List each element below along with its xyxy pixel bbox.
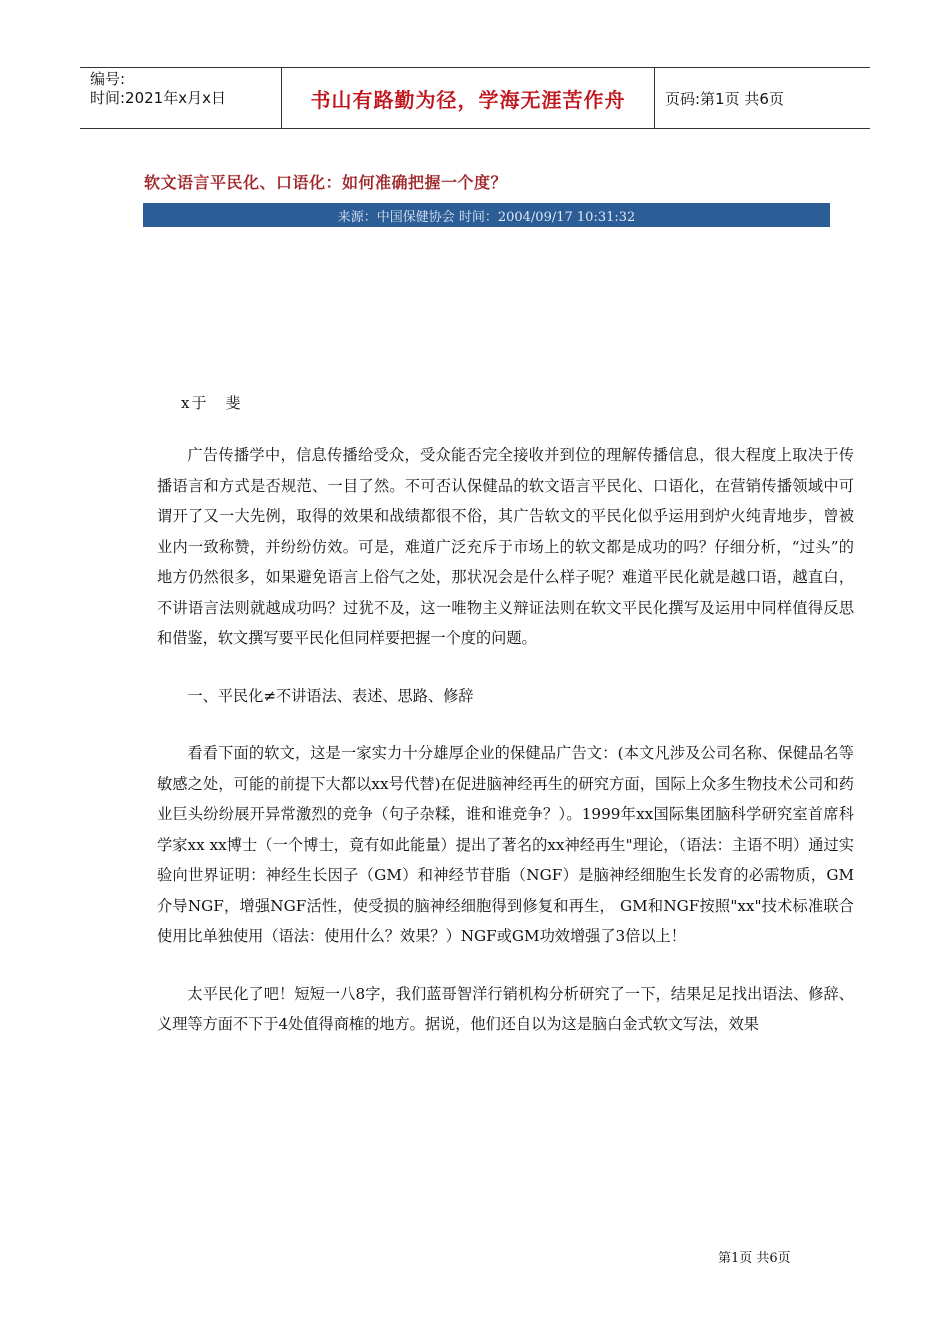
article-body <box>157 440 854 1067</box>
document-number-label: 编号: <box>90 70 126 88</box>
page-header <box>80 67 870 129</box>
article-source-bar <box>143 203 830 227</box>
header-meta <box>80 68 282 128</box>
body-paragraph: 广告传播学中，信息传播给受众，受众能否完全接收并到位的理解传播信息，很大程度上取决于传播语言和方式是否规范、一目了然。不可否认保健品的软文语言平民化、口语化，在营销传播领域中可谓开了又一大先例，取得的效果和战绩都很不俗，其广告软文的平民化似乎运用到炉火纯青地步，曾被业内一致称赞，并纷纷仿效。可是，难道广泛充斥于市场上的软文都是成功的吗？仔细分析，“过头”的地方仍然很多，如果避免语言上俗气之处，那状况会是什么样子呢？难道平民化就是越口语，越直白，不讲语言法则就越成功吗？过犹不及，这一唯物主义辩证法则在软文平民化撰写及运用中同样值得反思和借鉴，软文撰写要平民化但同样要把握一个度的问题。 <box>157 446 854 647</box>
section-heading: 一、平民化≠不讲语法、表述、思路、修辞 <box>187 686 474 705</box>
document-date-label: 时间:2021年x月x日 <box>90 89 226 107</box>
article-author: x于 斐 <box>181 394 243 412</box>
article-title: 软文语言平民化、口语化：如何准确把握一个度？ <box>144 173 508 192</box>
body-paragraph: 看看下面的软文，这是一家实力十分雄厚企业的保健品广告文：(本文凡涉及公司名称、保健品名等敏感之处，可能的前提下大都以xx号代替)在促进脑神经再生的研究方面，国际上众多生物技术公司和药业巨头纷纷展开异常激烈的竞争（句子杂糅，谁和谁竞争？）。1999年xx国际集团脑科学研究室首席科学家xx xx博士（一个博士，竟有如此能量）提出了著名的xx神经再生"理论，（语法：主语不明）通过实验向世界证明：神经生长因子（GM）和神经节苷脂（NGF）是脑神经细胞生长发育的必需物质，GM介导NGF，增强NGF活性，使受损的脑神经细胞得到修复和再生， GM和NGF按照"xx"技术标准联合使用比单独使用（语法：使用什么？效果？）NGF或GM功效增强了3倍以上！ <box>157 744 854 945</box>
header-motto: 书山有路勤为径，学海无涯苦作舟 <box>282 68 655 128</box>
body-paragraph: 太平民化了吧！短短一八8字，我们蓝哥智洋行销机构分析研究了一下，结果足足找出语法、修辞、义理等方面不下于4处值得商榷的地方。据说，他们还自以为这是脑白金式软文写法，效果 <box>157 984 854 1033</box>
article-source-text: 来源：中国保健协会 时间：2004/09/17 10:31:32 <box>337 209 636 225</box>
header-page-number: 页码:第1页 共6页 <box>665 89 784 108</box>
page-footer-number: 第1页 共6页 <box>718 1251 791 1266</box>
